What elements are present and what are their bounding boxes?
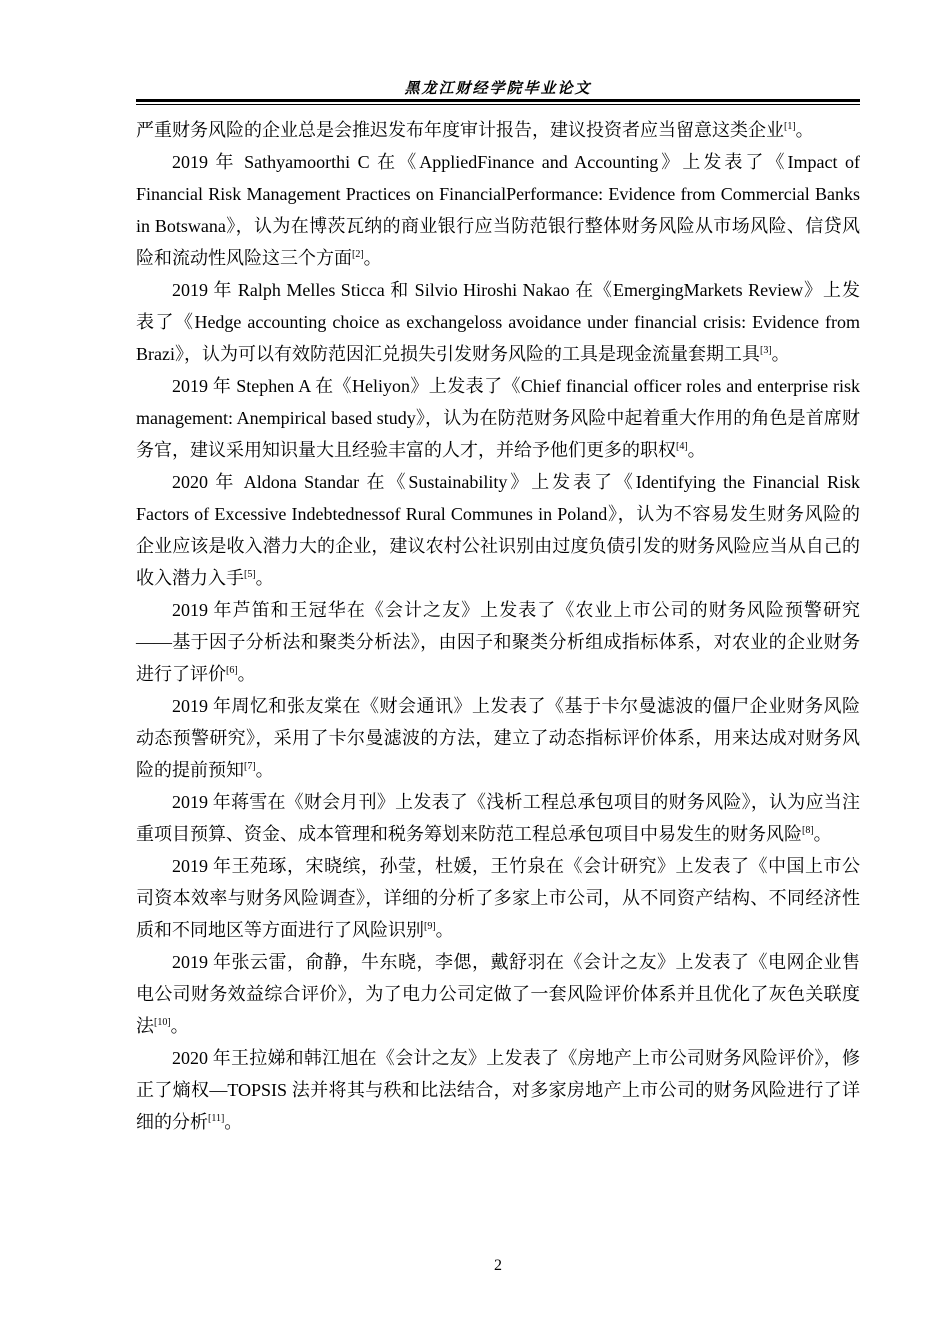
citation-ref: [2] <box>352 249 364 260</box>
paragraph-text: 2020 年王拉娣和韩江旭在《会计之友》上发表了《房地产上市公司财务风险评价》，修正了熵权—TOPSIS 法并将其与秩和比法结合，对多家房地产上市公司的财务风险进行了详细的分析 <box>136 1048 860 1132</box>
body-text <box>136 114 860 1138</box>
citation-ref: [3] <box>759 345 772 356</box>
paragraph <box>136 466 860 594</box>
citation-ref: [5] <box>244 569 256 580</box>
paragraph-text: 2019 年张云雷，俞静，牛东晓，李偲，戴舒羽在《会计之友》上发表了《电网企业售电公司财务效益综合评价》，为了电力公司定做了一套风险评价体系并且优化了灰色关联度法 <box>136 952 860 1036</box>
paragraph <box>136 1042 860 1138</box>
paragraph <box>136 370 860 466</box>
header-rule-thin <box>136 104 860 105</box>
paragraph-end: 。 <box>771 344 790 364</box>
page-number: 2 <box>494 1257 502 1274</box>
citation-ref: [7] <box>244 761 256 772</box>
paragraph-text: 2019 年周忆和张友棠在《财会通讯》上发表了《基于卡尔曼滤波的僵尸企业财务风险动态预警研究》，采用了卡尔曼滤波的方法，建立了动态指标评价体系，用来达成对财务风险的提前预知 <box>136 696 860 780</box>
paragraph-text: 2019 年 Stephen A 在《Heliyon》上发表了《Chief financial officer roles and enterprise risk management: Anempirical based study》，认为在防范财务风险中起着重大作用的角色是首席财务官，建议采用知识量大且经验丰富的人才，并给予他们更多的职权 <box>136 376 860 460</box>
paragraph <box>136 850 860 946</box>
paragraph <box>136 146 860 274</box>
paragraph-end: 。 <box>255 568 274 588</box>
paragraph <box>136 114 860 146</box>
paragraph-end: 。 <box>435 920 454 940</box>
page-header-title: 黑龙江财经学院毕业论文 <box>404 81 592 97</box>
paragraph-end: 。 <box>687 440 706 460</box>
paragraph-end: 。 <box>237 664 256 684</box>
citation-ref: [9] <box>424 921 436 932</box>
paragraph <box>136 690 860 786</box>
paragraph-end: 。 <box>795 120 814 140</box>
paragraph-text: 严重财务风险的企业总是会推迟发布年度审计报告，建议投资者应当留意这类企业 <box>136 120 784 140</box>
paragraph-end: 。 <box>813 824 832 844</box>
paragraph-end: 。 <box>255 760 274 780</box>
paragraph-text: 2019 年王苑琢，宋晓缤，孙莹，杜媛，王竹泉在《会计研究》上发表了《中国上市公司资本效率与财务风险调查》，详细的分析了多家上市公司，从不同资产结构、不同经济性质和不同地区等方面进行了风险识别 <box>136 856 860 940</box>
citation-ref: [6] <box>226 665 238 676</box>
paragraph-text: 2019 年 Sathyamoorthi C 在《AppliedFinance and Accounting》上发表了《Impact of Financial Risk Management Practices on FinancialPerformance: Evidence from Commercial Banks in Botswana》，认为在博茨瓦纳的商业银行应当防范银行整体财务风险从市场风险、信贷风险和流动性风险这三个方面 <box>136 152 860 268</box>
paragraph <box>136 786 860 850</box>
paragraph-end: 。 <box>170 1016 189 1036</box>
paragraph-text: 2019 年 Ralph Melles Sticca 和 Silvio Hiroshi Nakao 在《EmergingMarkets Review》上发表了《Hedge accounting choice as exchangeloss avoidance under financial crisis: Evidence from Brazi》，认为可以有效防范因汇兑损失引发财务风险的工具是现金流量套期工具 <box>136 280 860 364</box>
citation-ref: [10] <box>154 1017 171 1028</box>
paragraph-end: 。 <box>363 248 382 268</box>
paragraph <box>136 274 860 370</box>
header-rule-thick <box>136 99 860 102</box>
paragraph-end: 。 <box>224 1112 243 1132</box>
paragraph-text: 2019 年芦笛和王冠华在《会计之友》上发表了《农业上市公司的财务风险预警研究——基于因子分析法和聚类分析法》，由因子和聚类分析组成指标体系，对农业的企业财务进行了评价 <box>136 600 860 684</box>
paragraph-text: 2020 年 Aldona Standar 在《Sustainability》上发表了《Identifying the Financial Risk Factors of Excessive Indebtednessof Rural Communes in Poland》，认为不容易发生财务风险的企业应该是收入潜力大的企业，建议农村公社识别由过度负债引发的财务风险应当从自己的收入潜力入手 <box>136 472 860 588</box>
citation-ref: [8] <box>802 825 814 836</box>
paragraph <box>136 594 860 690</box>
citation-ref: [11] <box>208 1113 225 1124</box>
citation-ref: [4] <box>676 441 688 452</box>
paragraph-text: 2019 年蒋雪在《财会月刊》上发表了《浅析工程总承包项目的财务风险》，认为应当注重项目预算、资金、成本管理和税务筹划来防范工程总承包项目中易发生的财务风险 <box>136 792 860 844</box>
paragraph <box>136 946 860 1042</box>
citation-ref: [1] <box>784 121 796 132</box>
